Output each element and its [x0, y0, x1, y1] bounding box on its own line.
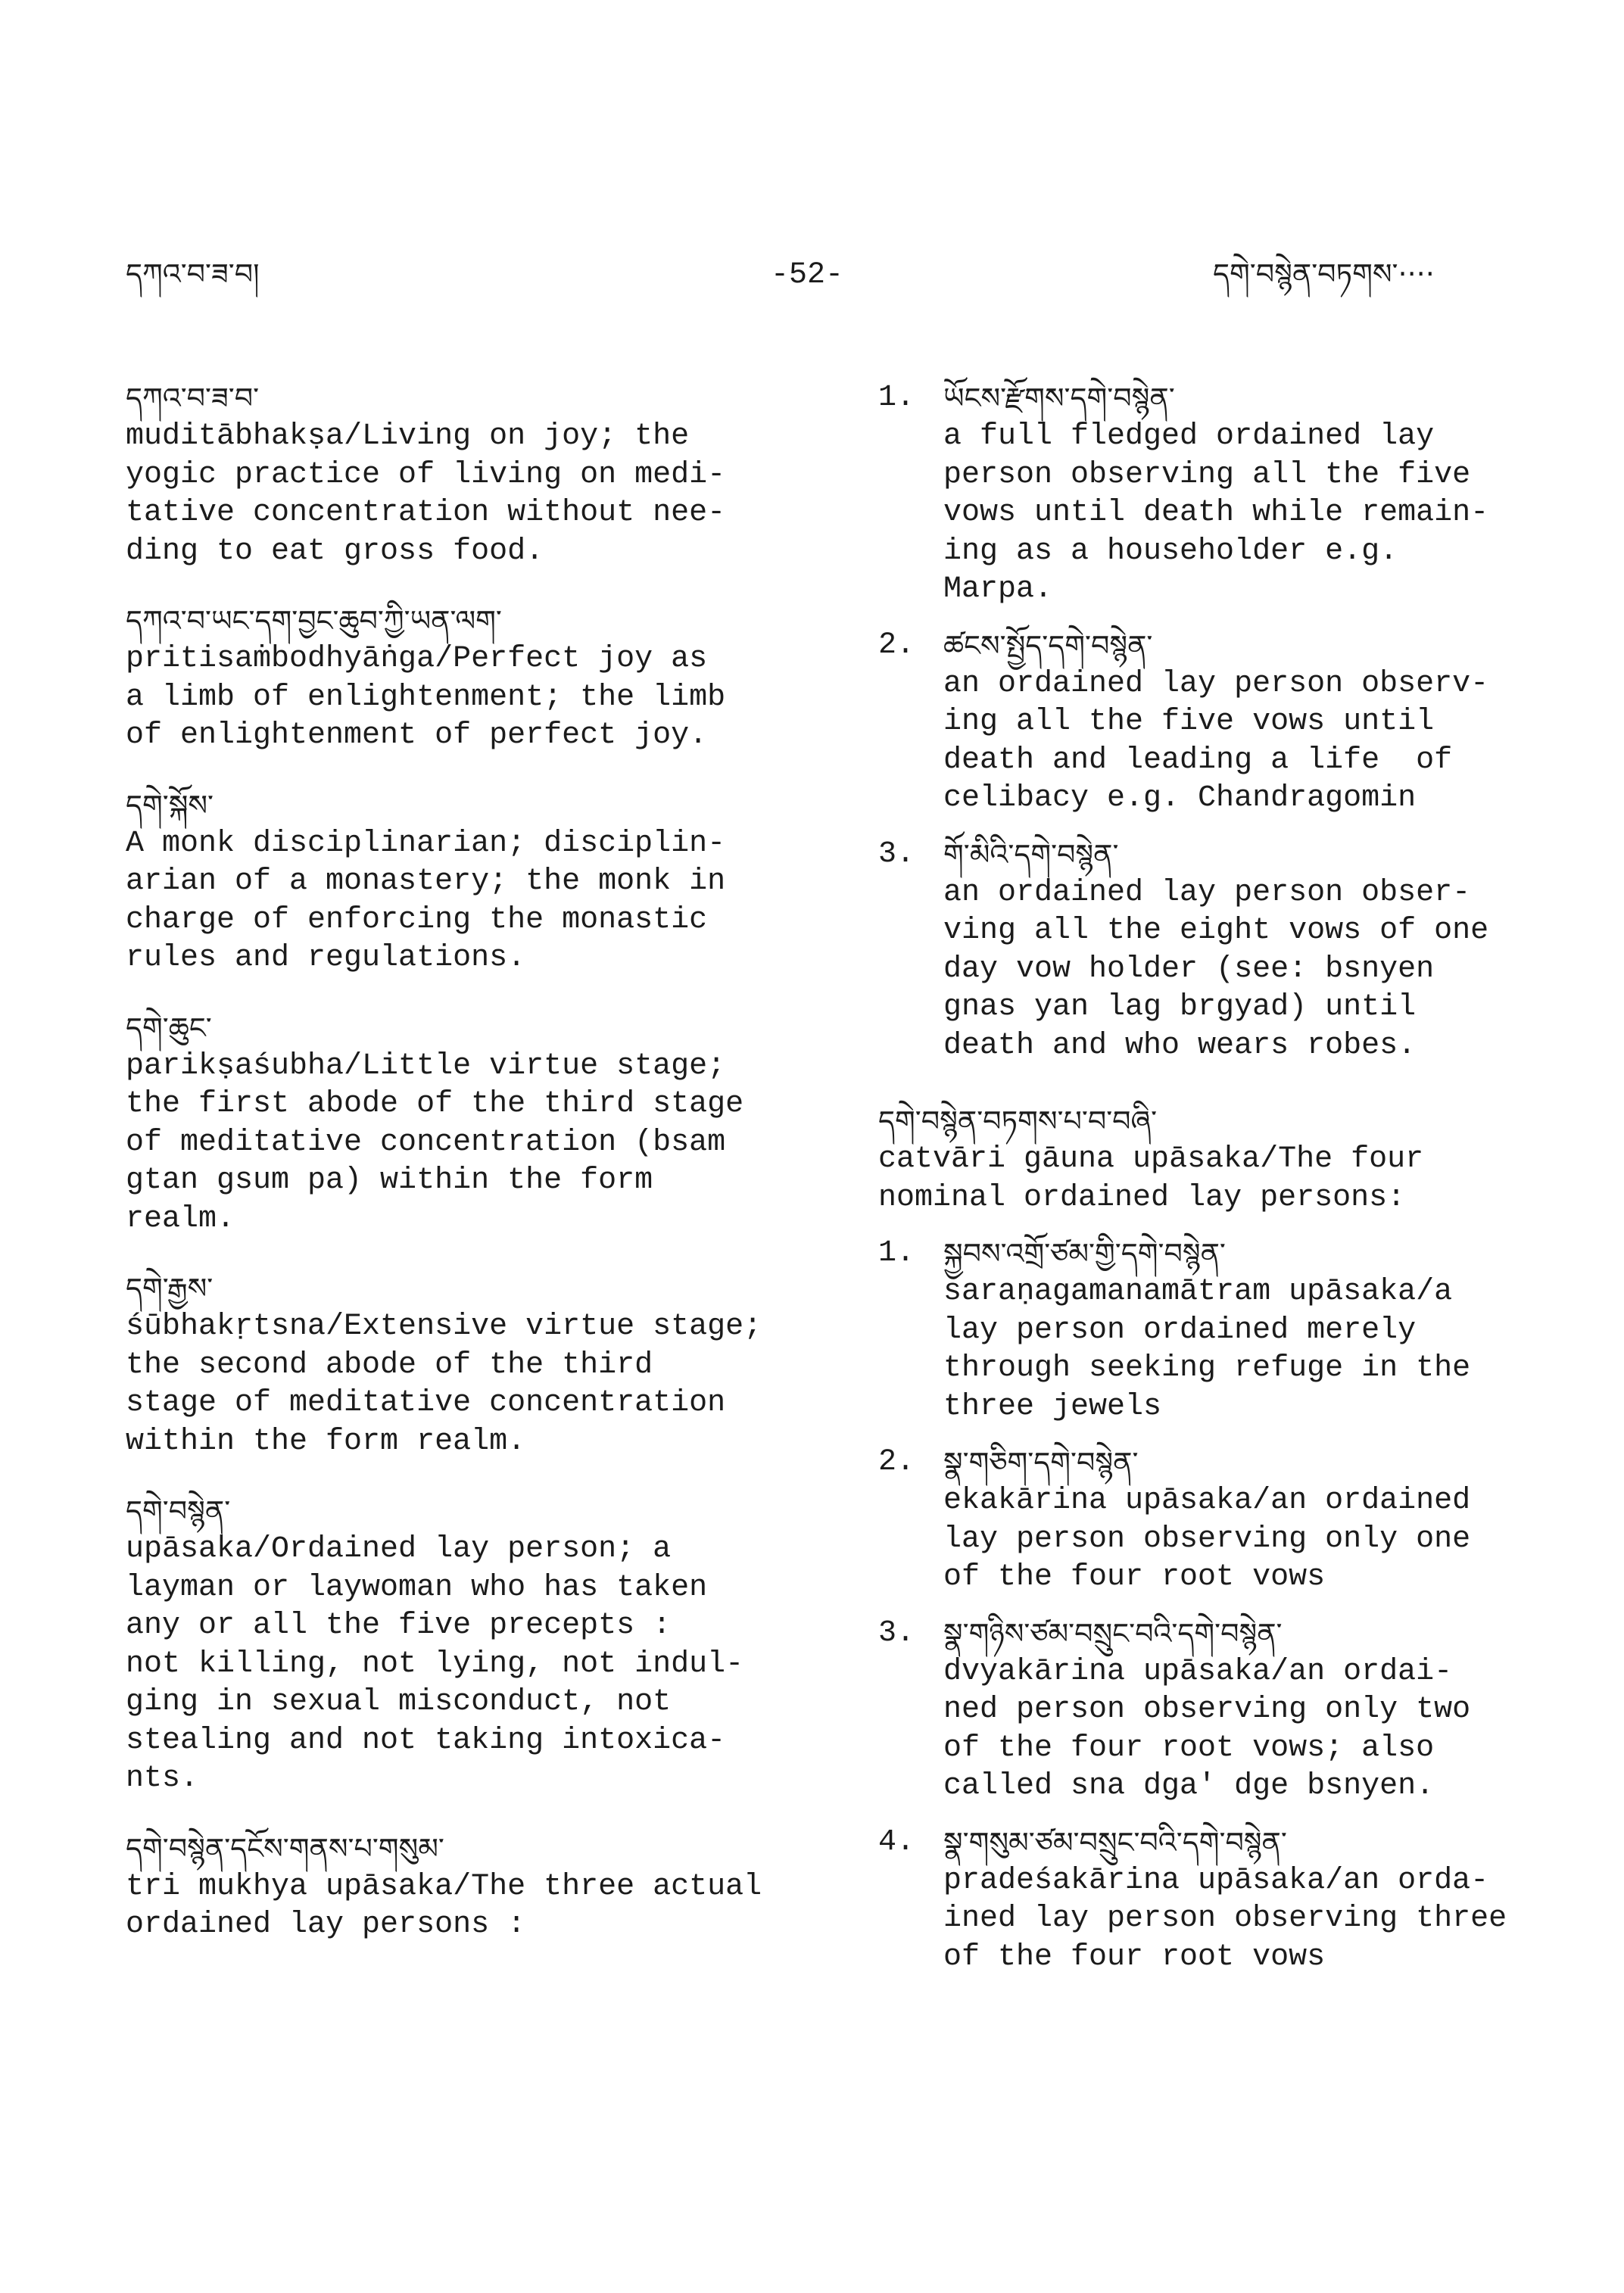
definition-line: ned person observing only two — [943, 1693, 1471, 1727]
definition-line: rules and regulations. — [126, 941, 526, 975]
entry-three-actual-upasaka — [126, 1829, 807, 1945]
entry-pritisambodhyanga — [126, 601, 807, 756]
definition-line: called sna dga' dge bsnyen. — [943, 1769, 1435, 1803]
item-number: 3. — [878, 837, 915, 871]
item-number: 2. — [878, 1445, 915, 1479]
definition-line: celibacy e.g. Chandragomin — [943, 781, 1417, 815]
definition-line: day vow holder (see: bsnyen — [943, 952, 1435, 986]
definition-line: vows until death while remain- — [943, 496, 1489, 530]
definition-line: of the four root vows — [943, 1939, 1326, 1974]
definition-line: saraṇagamanamātram upāsaka/a — [943, 1275, 1453, 1309]
definition-line: parikṣaśubha/Little virtue stage; — [126, 1048, 726, 1083]
item-number: 1. — [878, 381, 915, 415]
definition-line: a limb of enlightenment; the limb — [126, 680, 726, 715]
item-headword: སྣ་གསུམ་ཙམ་བསྲུང་བའི་དགེ་བསྙེན་ — [943, 1825, 1287, 1859]
entry-headword: དགེ་བསྙེན་ — [126, 1494, 231, 1528]
definition-line: stealing and not taking intoxica- — [126, 1723, 726, 1758]
list-item — [878, 626, 1560, 818]
definition-line: pradeśakārina upāsaka/an orda- — [943, 1863, 1489, 1898]
definition-line: lay person observing only one — [943, 1522, 1471, 1556]
definition-line: through seeking refuge in the — [943, 1351, 1471, 1385]
definition-line: catvāri gāuna upāsaka/The four — [878, 1142, 1424, 1176]
definition-line: stage of meditative concentration — [126, 1386, 726, 1420]
entry-headword: དགེ་རྒྱས་ — [126, 1272, 214, 1305]
definition-line: tative concentration without nee- — [126, 496, 726, 530]
item-number: 1. — [878, 1236, 915, 1270]
item-headword: སྣ་གཅིག་དགེ་བསྙེན་ — [943, 1446, 1139, 1479]
definition-line: the second abode of the third — [126, 1347, 653, 1382]
entry-monk-disciplinarian — [126, 786, 807, 978]
definition-line: person observing all the five — [943, 457, 1471, 492]
definition-line: three jewels — [943, 1389, 1162, 1424]
entry-headword: དགེ་བསྙེན་བཏགས་པ་བ་བཞི་ — [878, 1104, 1158, 1138]
page-number: -52- — [771, 258, 844, 292]
definition-line: dvyakārina upāsaka/an ordai- — [943, 1654, 1453, 1689]
definition-line: ing as a householder e.g. — [943, 534, 1398, 569]
definition-line: realm. — [126, 1201, 235, 1236]
definition-line: the first abode of the third stage — [126, 1087, 744, 1121]
definition-line: ordained lay persons : — [126, 1908, 526, 1942]
definition-line: of the four root vows; also — [943, 1731, 1435, 1765]
entry-four-nominal-upasaka — [878, 1101, 1560, 1217]
left-column — [126, 379, 807, 1945]
list-item — [878, 1823, 1560, 1977]
item-number: 3. — [878, 1615, 915, 1650]
nominal-upasaka-list — [878, 1234, 1560, 1977]
definition-line: not killing, not lying, not indul- — [126, 1647, 744, 1681]
definition-line: nominal ordained lay persons: — [878, 1180, 1406, 1215]
actual-upasaka-list — [878, 379, 1560, 1065]
definition-line: arian of a monastery; the monk in — [126, 865, 726, 899]
definition-line: pritisaṁbodhyāṅga/Perfect joy as — [126, 642, 708, 676]
definition-line: of meditative concentration (bsam — [126, 1125, 726, 1160]
entry-extensive-virtue — [126, 1269, 807, 1461]
entry-headword: དགེ་སྐོས་ — [126, 788, 214, 822]
definition-line: a full fledged ordained lay — [943, 419, 1435, 453]
definition-line: gnas yan lag brgyad) until — [943, 990, 1417, 1024]
list-item — [878, 1234, 1560, 1426]
definition-line: any or all the five precepts : — [126, 1609, 672, 1643]
list-item — [878, 835, 1560, 1066]
entry-upasaka — [126, 1491, 807, 1799]
entry-headword: དཀའ་བ་ཟ་བ་ — [126, 382, 260, 415]
header-left-tibetan: དཀའ་བ་ཟ་བ། — [126, 257, 260, 291]
definition-line: nts. — [126, 1762, 199, 1796]
header-right-tibetan: དགེ་བསྙེན་བཏགས་···· — [1213, 257, 1435, 291]
definition-line: ging in sexual misconduct, not — [126, 1685, 672, 1719]
definition-line: layman or laywoman who has taken — [126, 1570, 708, 1605]
item-headword: ཚངས་སྤྱོད་དགེ་བསྙེན་ — [943, 628, 1153, 662]
item-headword: སྐྱབས་འགྲོ་ཙམ་གྱི་དགེ་བསྙེན་ — [943, 1237, 1226, 1270]
definition-line: death and who wears robes. — [943, 1028, 1417, 1063]
definition-line: ined lay person observing three — [943, 1902, 1507, 1936]
definition-line: lay person ordained merely — [943, 1313, 1417, 1347]
entry-headword: དགེ་ཆུང་ — [126, 1011, 212, 1045]
entry-little-virtue — [126, 1008, 807, 1239]
item-headword: སྣ་གཉིས་ཙམ་བསྲུང་བའི་དགེ་བསྙེན་ — [943, 1616, 1283, 1650]
definition-line: an ordained lay person obser- — [943, 875, 1471, 910]
definition-line: muditābhakṣa/Living on joy; the — [126, 419, 690, 453]
definition-line: tri mukhya upāsaka/The three actual — [126, 1869, 762, 1904]
definition-line: gtan gsum pa) within the form — [126, 1164, 653, 1198]
definition-line: śūbhakṛtsna/Extensive virtue stage; — [126, 1310, 762, 1344]
item-number: 4. — [878, 1824, 915, 1859]
definition-line: ekakārina upāsaka/an ordained — [943, 1484, 1471, 1518]
entry-dkaba-zaba — [126, 379, 807, 571]
definition-line: ding to eat gross food. — [126, 534, 544, 569]
definition-line: charge of enforcing the monastic — [126, 902, 708, 937]
definition-line: ing all the five vows until — [943, 705, 1435, 739]
definition-line: upāsaka/Ordained lay person; a — [126, 1532, 672, 1566]
right-column — [878, 379, 1560, 1977]
definition-line: an ordained lay person observ- — [943, 666, 1489, 701]
entry-headword: དགེ་བསྙེན་དངོས་གནས་པ་གསུམ་ — [126, 1831, 444, 1865]
definition-line: death and leading a life of — [943, 743, 1453, 777]
list-item — [878, 1614, 1560, 1806]
definition-line: yogic practice of living on medi- — [126, 457, 726, 492]
definition-line: of the four root vows — [943, 1560, 1326, 1594]
item-headword: ཡོངས་རྫོགས་དགེ་བསྙེན་ — [943, 382, 1175, 415]
definition-line: A monk disciplinarian; disciplin- — [126, 826, 726, 861]
definition-line: within the form realm. — [126, 1424, 526, 1459]
list-item — [878, 1443, 1560, 1597]
item-number: 2. — [878, 628, 915, 662]
definition-line: ving all the eight vows of one — [943, 914, 1489, 948]
definition-line: Marpa. — [943, 572, 1053, 606]
definition-line: of enlightenment of perfect joy. — [126, 718, 708, 752]
list-item — [878, 379, 1560, 609]
entry-headword: དཀའ་བ་ཡང་དག་བྱང་ཆུབ་ཀྱི་ཡན་ལག་ — [126, 604, 502, 637]
item-headword: གོ་མིའི་དགེ་བསྙེན་ — [943, 837, 1119, 871]
